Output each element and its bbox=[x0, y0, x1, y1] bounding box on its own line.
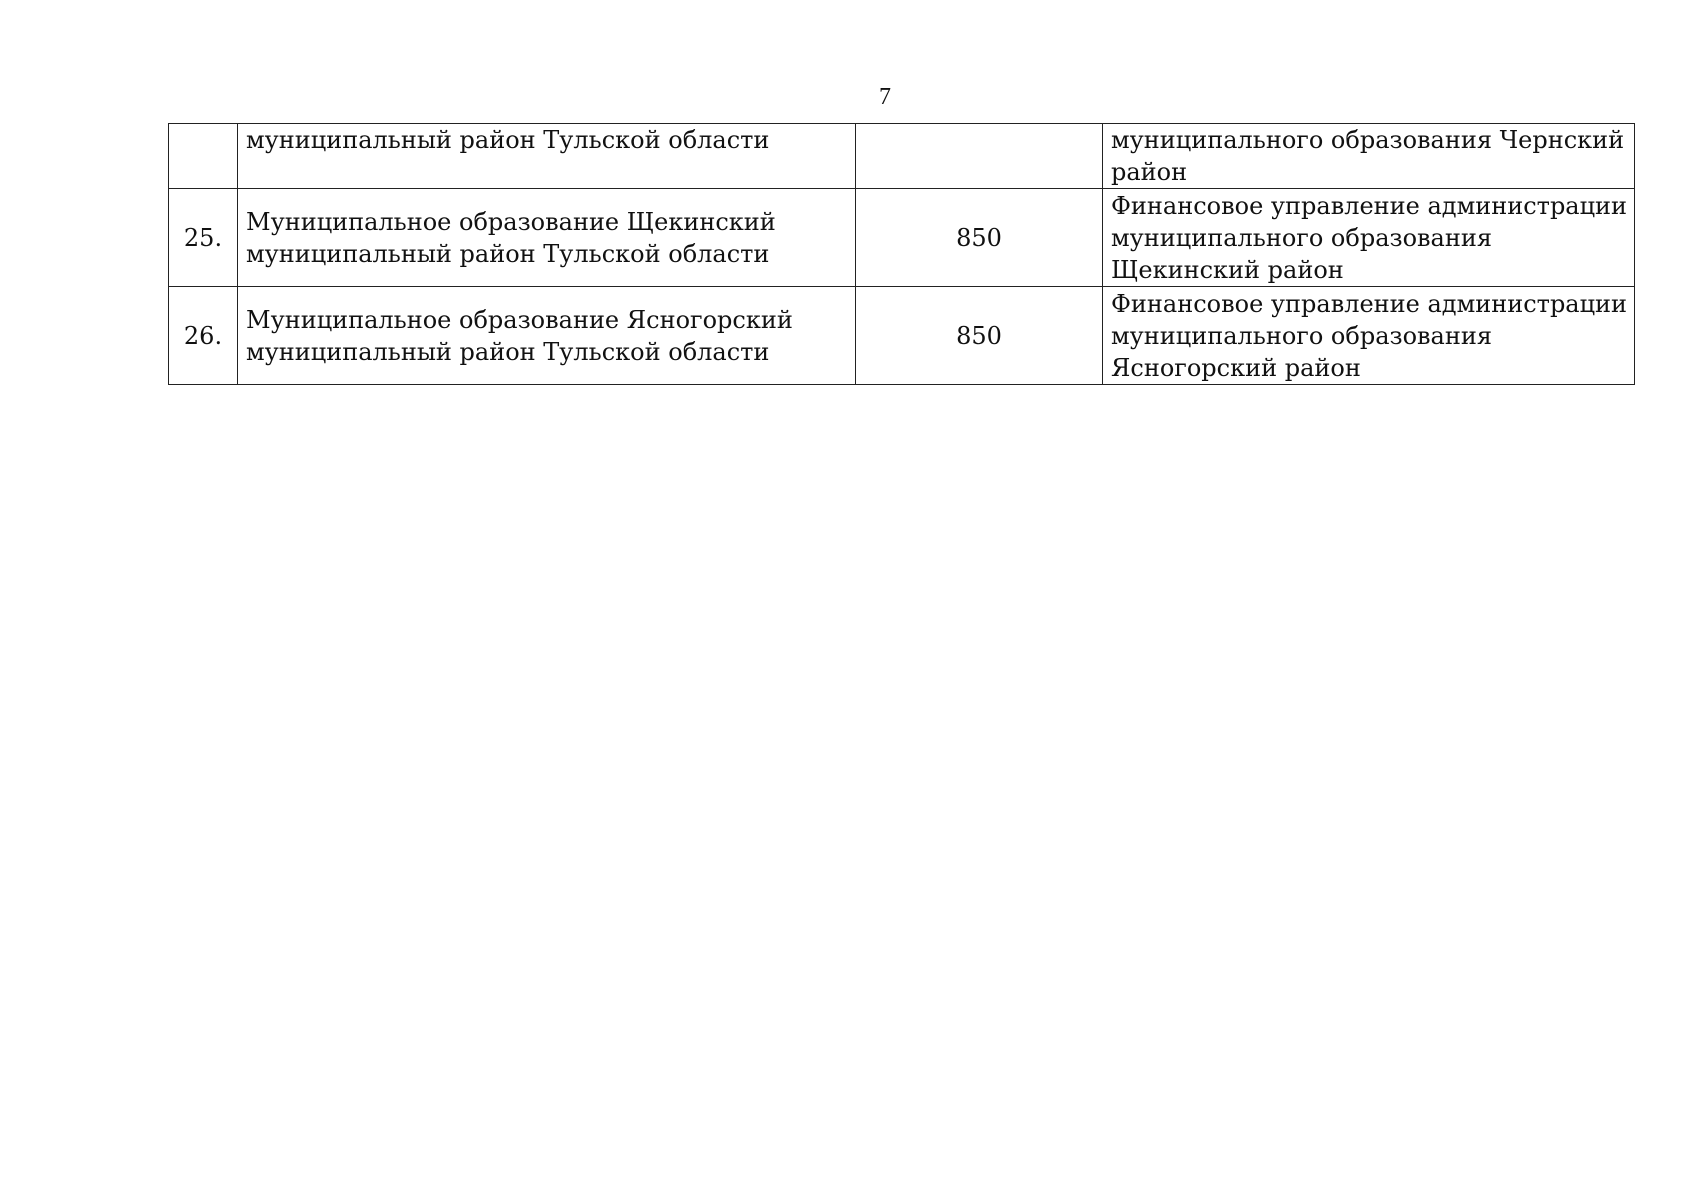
administrator-name-line: Финансовое управление администрации bbox=[1111, 289, 1628, 318]
amount-cell: 850 bbox=[856, 287, 1103, 385]
administrator-name-line: Финансовое управление администрации bbox=[1111, 191, 1628, 220]
administrator-name-line: муниципального образования bbox=[1111, 321, 1492, 350]
administrator-name-line: Ясногорский район bbox=[1111, 353, 1361, 382]
administrator-name-line: муниципального образования bbox=[1111, 223, 1492, 252]
administrator-name-line: Щекинский район bbox=[1111, 255, 1344, 284]
administrator-name bbox=[1103, 287, 1635, 385]
municipality-name-line: муниципальный район Тульской области bbox=[246, 337, 770, 366]
administrator-name bbox=[1103, 189, 1635, 287]
municipality-name-line: муниципальный район Тульской области bbox=[246, 239, 770, 268]
row-number bbox=[169, 124, 238, 189]
municipality-name bbox=[238, 189, 856, 287]
municipality-name-line: муниципальный район Тульской области bbox=[246, 126, 770, 154]
administrator-name-line: район bbox=[1111, 158, 1188, 186]
municipality-name-line: Муниципальное образование Ясногорский bbox=[246, 305, 793, 334]
municipality-name bbox=[238, 287, 856, 385]
amount-cell: 850 bbox=[856, 189, 1103, 287]
row-number: 26. bbox=[169, 287, 238, 385]
table-row bbox=[169, 189, 1635, 287]
allocation-table bbox=[168, 123, 1635, 385]
table-row bbox=[169, 287, 1635, 385]
page-number: 7 bbox=[879, 84, 891, 110]
municipality-name bbox=[238, 124, 856, 189]
row-number: 25. bbox=[169, 189, 238, 287]
table-row bbox=[169, 124, 1635, 189]
municipality-name-line: Муниципальное образование Щекинский bbox=[246, 207, 776, 236]
administrator-name-line: муниципального образования Чернский bbox=[1111, 126, 1625, 154]
amount-cell bbox=[856, 124, 1103, 189]
administrator-name bbox=[1103, 124, 1635, 189]
